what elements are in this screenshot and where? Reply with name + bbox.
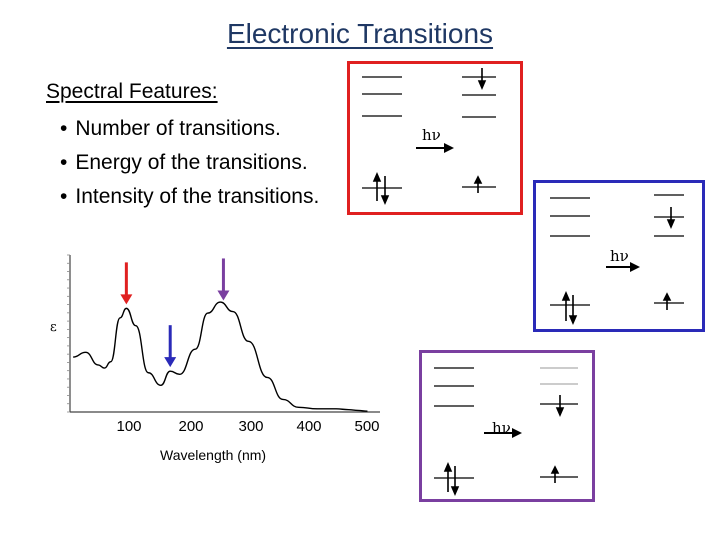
transition-arrow-purple [217, 258, 229, 300]
photon-label-purple: hν [492, 419, 511, 437]
spectral-features [46, 80, 319, 214]
x-tick-label: 200 [178, 418, 204, 435]
y-axis-label: ε [50, 320, 57, 335]
x-tick-label: 400 [296, 418, 322, 435]
chart-axes [67, 255, 380, 412]
x-tick-label: 300 [238, 418, 264, 435]
feature-item: • Number of transitions. [60, 112, 319, 146]
transition-arrows [120, 258, 229, 367]
feature-item: • Intensity of the transitions. [60, 180, 319, 214]
spectrum-curve [73, 302, 367, 411]
x-tick-label: 500 [354, 418, 380, 435]
photon-label-red: hν [422, 126, 441, 144]
transition-box-purple [419, 350, 595, 502]
x-tick-label: 100 [116, 418, 142, 435]
transition-arrow-red [120, 262, 132, 304]
photon-label-blue: hν [610, 247, 629, 265]
x-axis-label: Wavelength (nm) [160, 447, 267, 463]
transition-box-blue [533, 180, 705, 332]
transition-box-red [347, 61, 523, 215]
features-heading: Spectral Features: [46, 80, 218, 103]
transition-arrow-blue [164, 325, 176, 367]
slide-title: Electronic Transitions [226, 18, 494, 49]
feature-item: • Energy of the transitions. [60, 146, 319, 180]
features-list [46, 112, 319, 214]
